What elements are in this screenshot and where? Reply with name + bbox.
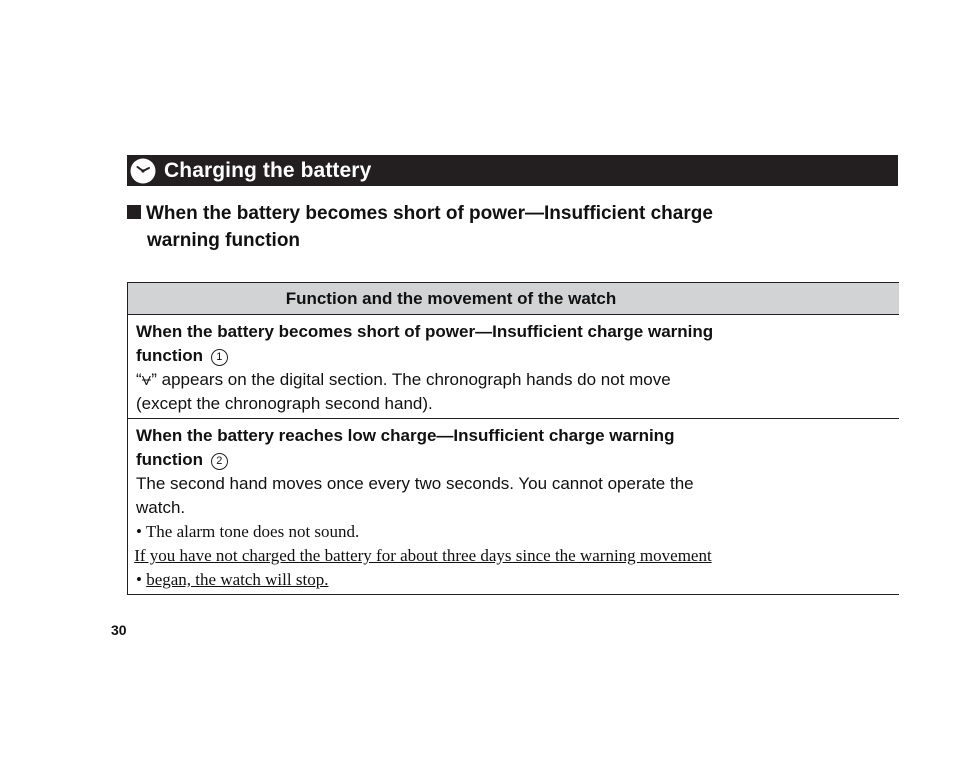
row-title [136,424,891,472]
row-title [136,320,891,368]
section-title: Charging the battery [164,158,372,182]
bullet-item: • If you have not charged the battery for about three days since the warning movement began, the watch will stop. [134,546,712,589]
row-title-line-2: function [136,346,204,365]
row-title-line-2: function [136,450,204,469]
row-body-line-2: (except the chronograph second hand). [136,394,433,413]
row-body-line-2: watch. [136,498,186,517]
table-header: Function and the movement of the watch [128,282,899,315]
table-row [128,419,899,595]
section-header-bar [127,155,898,186]
row-body-line-1: The second hand moves once every two seconds. You cannot operate the [136,474,694,493]
function-table [127,282,899,595]
bullet-list [136,520,891,592]
circled-number-marker: 1 [211,349,228,366]
row-body-line-1: “⩝” appears on the digital section. The chronograph hands do not move [136,370,671,389]
row-title-line-1: When the battery becomes short of power—Insufficient charge warning [136,322,714,341]
circled-number-marker: 2 [211,453,228,470]
page-number: 30 [111,622,127,638]
table-row [128,315,899,419]
subheading-line-2: warning function [147,230,301,251]
bullet-item: • The alarm tone does not sound. [136,522,360,541]
subheading-line-1: When the battery becomes short of power—Insufficient charge [146,203,713,224]
subheading [127,200,827,254]
square-bullet-icon [127,205,141,219]
row-title-line-1: When the battery reaches low charge—Insufficient charge warning [136,426,675,445]
clock-icon [129,157,157,185]
